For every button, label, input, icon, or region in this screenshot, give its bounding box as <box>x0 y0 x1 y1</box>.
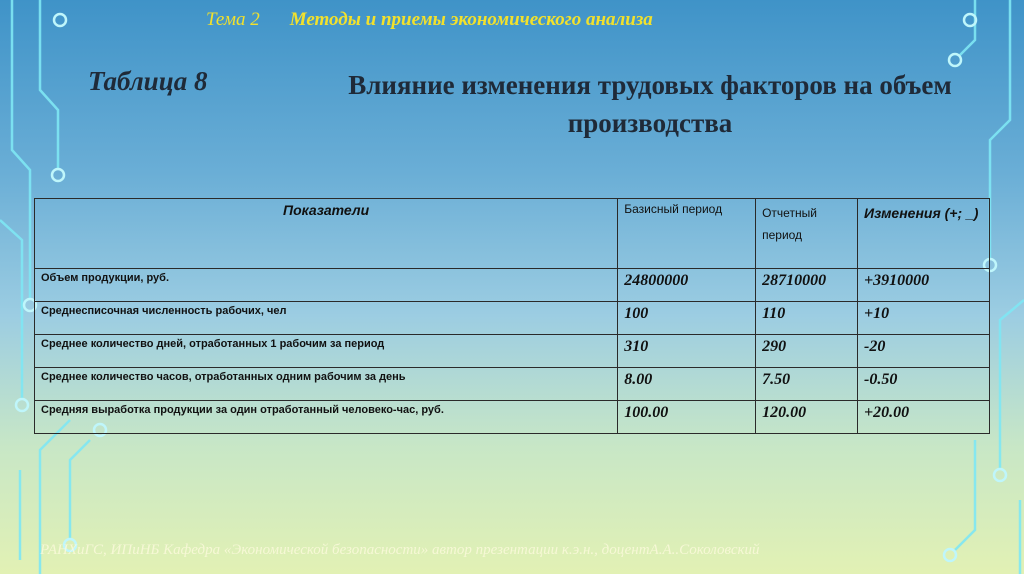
table-header-row <box>35 199 990 269</box>
report-value: 28710000 <box>756 269 858 302</box>
base-value: 310 <box>618 335 756 368</box>
change-value: -0.50 <box>858 368 990 401</box>
column-header-base: Базисный период <box>618 199 756 269</box>
table-row <box>35 401 990 434</box>
table-row <box>35 269 990 302</box>
change-value: +10 <box>858 302 990 335</box>
report-value: 7.50 <box>756 368 858 401</box>
table-number: Таблица 8 <box>88 66 208 96</box>
report-value: 120.00 <box>756 401 858 434</box>
slide-title <box>88 66 988 138</box>
base-value: 100 <box>618 302 756 335</box>
slide-header <box>206 9 653 31</box>
row-label: Среднее количество дней, отработанных 1 рабочим за период <box>35 335 618 368</box>
base-value: 24800000 <box>618 269 756 302</box>
row-label: Средняя выработка продукции за один отработанный человеко-час, руб. <box>35 401 618 434</box>
column-header-indicators: Показатели <box>35 199 618 269</box>
table-row <box>35 368 990 401</box>
column-header-change: Изменения (+; _) <box>858 199 990 269</box>
row-label: Объем продукции, руб. <box>35 269 618 302</box>
topic-subtitle: Методы и приемы экономического анализа <box>289 9 653 30</box>
change-value: +3910000 <box>858 269 990 302</box>
column-header-report: Отчетный период <box>756 199 858 269</box>
table-row <box>35 335 990 368</box>
row-label: Среднесписочная численность рабочих, чел <box>35 302 618 335</box>
slide-footer: РАНХиГС, ИПиНБ Кафедра «Экономической безопасности» автор презентации к.э.н., доцентА.А..Соколовский <box>40 542 760 558</box>
labor-factors-table <box>34 198 990 434</box>
report-value: 110 <box>756 302 858 335</box>
table-title: Влияние изменения трудовых факторов на объем производства <box>348 70 952 138</box>
change-value: -20 <box>858 335 990 368</box>
row-label: Среднее количество часов, отработанных одним рабочим за день <box>35 368 618 401</box>
base-value: 100.00 <box>618 401 756 434</box>
change-value: +20.00 <box>858 401 990 434</box>
table-row <box>35 302 990 335</box>
base-value: 8.00 <box>618 368 756 401</box>
report-value: 290 <box>756 335 858 368</box>
topic-label: Тема 2 <box>206 9 260 30</box>
